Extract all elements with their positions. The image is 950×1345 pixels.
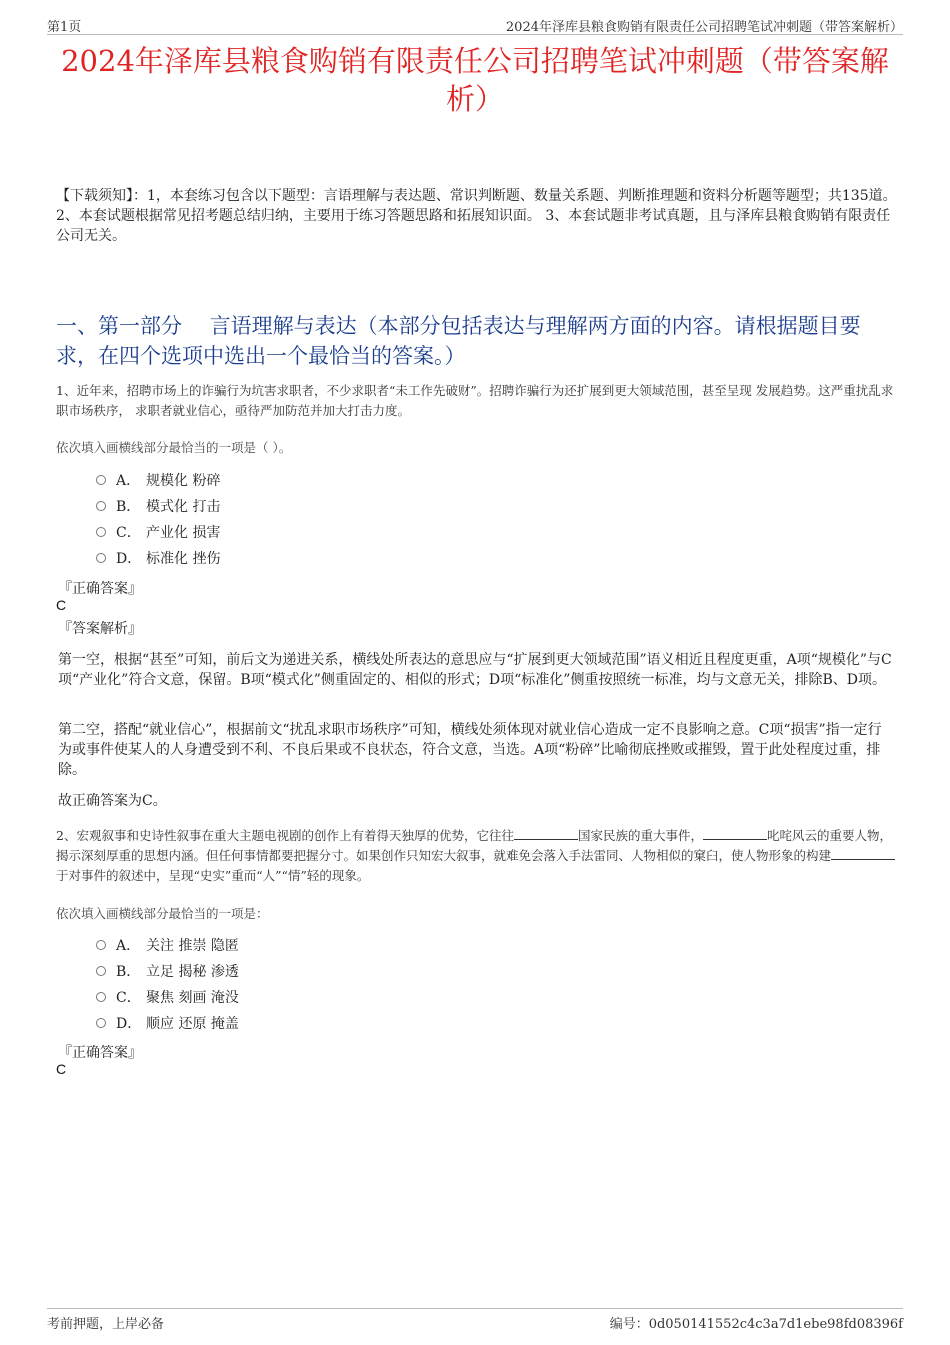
analysis-label: 『答案解析』 xyxy=(58,621,142,637)
radio-icon[interactable] xyxy=(96,940,106,950)
option-key: B． xyxy=(116,964,141,980)
analysis-paragraph-1: 第一空，根据“甚至”可知，前后文为递进关系，横线处所表达的意思应与“扩展到更大领域范围”语义相近且程度更重，A项“规模化”与C项“产业化”符合文意，保留。B项“模式化”侧重固定的、相似的形式；D项“标准化”侧重按照统一标准，均与文意无关，排除B、D项。 xyxy=(58,652,892,688)
question-2-options xyxy=(96,932,239,1036)
question-2-text xyxy=(56,826,900,886)
option-key: C． xyxy=(116,990,141,1006)
option-text: 标准化 挫伤 xyxy=(146,551,221,567)
radio-icon[interactable] xyxy=(96,966,106,976)
radio-icon[interactable] xyxy=(96,527,106,537)
page-number: 第1页 xyxy=(47,20,82,35)
option-text: 关注 推崇 隐匿 xyxy=(146,938,239,954)
option-text: 聚焦 刻画 淹没 xyxy=(146,990,239,1006)
download-notice: 【下载须知】：1，本套练习包含以下题型：言语理解与表达题、常识判断题、数量关系题、判断推理题和资料分析题等题型；共135道。 2、本套试题根据常见招考题总结归纳，主要用于练习答题思路和拓展知识面。 3、本套试题非考试真题，且与泽库县粮食购销有限责任公司无关。 xyxy=(56,188,897,244)
document-title: 2024年泽库县粮食购销有限责任公司招聘笔试冲刺题（带答案解析） xyxy=(61,44,889,116)
page-header xyxy=(47,14,903,35)
question-2-prompt: 依次填入画横线部分最恰当的一项是： xyxy=(56,906,269,921)
page-footer xyxy=(47,1308,903,1332)
blank-2 xyxy=(703,839,767,840)
option-text: 产业化 损害 xyxy=(146,525,221,541)
option-text: 顺应 还原 掩盖 xyxy=(146,1016,239,1032)
header-doc-title: 2024年泽库县粮食购销有限责任公司招聘笔试冲刺题（带答案解析） xyxy=(505,20,903,35)
analysis-conclusion: 故正确答案为C。 xyxy=(58,793,167,809)
answer-label: 『正确答案』 xyxy=(58,581,142,597)
answer-value: C xyxy=(56,597,67,613)
radio-icon[interactable] xyxy=(96,1018,106,1028)
option-text: 规模化 粉碎 xyxy=(146,473,221,489)
option-key: A． xyxy=(116,938,141,954)
option-key: D． xyxy=(116,1016,142,1032)
blank-3 xyxy=(831,859,895,860)
question-1-options xyxy=(96,467,220,571)
option-b[interactable] xyxy=(96,493,220,519)
question-2-part-4: 于对事件的叙述中，呈现“史实”重而“人”“情”轻的现象。 xyxy=(56,868,370,883)
option-text: 模式化 打击 xyxy=(146,499,221,515)
question-2-part-3: 叱咤风云的重要人物，揭示深刻厚重的思想内涵。但任何事情都要把握分寸。如果创作只知宏大叙事，就难免会落入手法雷同、人物相似的窠臼，使人物形象的构建 xyxy=(56,828,892,863)
blank-1 xyxy=(514,839,578,840)
option-key: C． xyxy=(116,525,141,541)
radio-icon[interactable] xyxy=(96,553,106,563)
question-2-part-1: 2、宏观叙事和史诗性叙事在重大主题电视剧的创作上有着得天独厚的优势，它往往 xyxy=(56,828,514,843)
document-id: 编号：0d050141552c4c3a7d1ebe98fd08396f xyxy=(609,1317,903,1332)
question-1-prompt: 依次填入画横线部分最恰当的一项是（ ）。 xyxy=(56,440,292,455)
option-key: B． xyxy=(116,499,141,515)
option-a[interactable] xyxy=(96,467,220,493)
answer-label: 『正确答案』 xyxy=(58,1045,142,1061)
footer-slogan: 考前押题，上岸必备 xyxy=(47,1317,165,1332)
option-d[interactable] xyxy=(96,545,220,571)
option-text: 立足 揭秘 渗透 xyxy=(146,964,239,980)
option-a[interactable] xyxy=(96,932,239,958)
option-key: A． xyxy=(116,473,141,489)
question-1-text: 1、近年来，招聘市场上的诈骗行为坑害求职者，不少求职者“未工作先破财”。招聘诈骗行为还扩展到更大领域范围，甚至呈现 发展趋势。这严重扰乱求职市场秩序， 求职者就业信心，亟待严加防范并加大打击力度。 xyxy=(56,383,894,418)
option-b[interactable] xyxy=(96,958,239,984)
analysis-paragraph-2: 第二空，搭配“就业信心”，根据前文“扰乱求职市场秩序”可知，横线处须体现对就业信心造成一定不良影响之意。C项“损害”指一定行为或事件使某人的人身遭受到不利、不良后果或不良状态，符合文意，当选。A项“粉碎”比喻彻底挫败或摧毁，置于此处程度过重，排除。 xyxy=(58,722,882,778)
radio-icon[interactable] xyxy=(96,475,106,485)
answer-value: C xyxy=(56,1061,67,1077)
option-d[interactable] xyxy=(96,1010,239,1036)
radio-icon[interactable] xyxy=(96,992,106,1002)
question-2-part-2: 国家民族的重大事件， xyxy=(577,828,703,843)
radio-icon[interactable] xyxy=(96,501,106,511)
option-c[interactable] xyxy=(96,984,239,1010)
option-c[interactable] xyxy=(96,519,220,545)
section-heading: 一、第一部分 言语理解与表达（本部分包括表达与理解两方面的内容。请根据题目要求，在四个选项中选出一个最恰当的答案。） xyxy=(56,314,861,368)
option-key: D． xyxy=(116,551,142,567)
